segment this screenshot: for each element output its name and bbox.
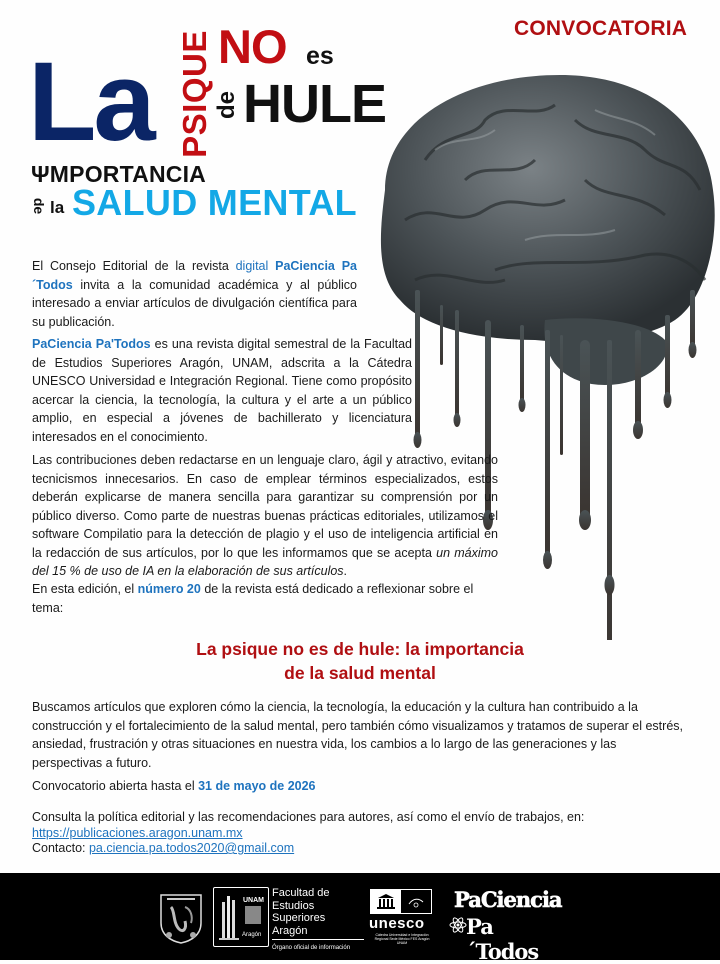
intro-text-digital: digital — [235, 259, 276, 273]
deadline-text: Convocatorio abierta hasta el — [32, 779, 199, 793]
convocatoria-heading: CONVOCATORIA — [514, 17, 688, 40]
guidelines-text: Las contribuciones deben redactarse en un lenguaje claro, ágil y atractivo, evitando tecnicismos innecesarios. En caso de emplear términos especializados, estos deberán explicarse de manera sencilla para garantizar su comprensión por un público diverso. Como parte de nuestras buenas prácticas editoriales, utilizamos el software Compilatio para la detección de plagio y el uso de inteligencia artificial en la redacción de sus artículos, por lo que les informamos que se acepta — [32, 453, 498, 560]
title-no: NO — [218, 20, 287, 73]
guidelines-paragraph — [32, 451, 498, 581]
title-psique-text: PSIQUE — [176, 30, 213, 158]
about-magazine-name: PaCiencia Pa'Todos — [32, 337, 151, 351]
atom-icon — [448, 915, 468, 935]
theme-line-1: La psique no es de hule: la importancia — [196, 639, 524, 659]
guidelines-end: . — [343, 564, 348, 578]
title-la-2: la — [50, 198, 65, 217]
title-la: La — [28, 39, 153, 164]
fes-aragon-building-icon — [214, 888, 267, 945]
fes-box-aragon: Aragón — [242, 932, 262, 938]
fes-subtitle: Órgano oficial de información — [272, 939, 364, 955]
fes-line-2: Estudios — [272, 899, 315, 912]
title-psique — [176, 28, 213, 160]
title-de — [213, 82, 241, 128]
paciencia-logo-line-2: Pa´Todos — [466, 914, 539, 964]
theme-title — [150, 637, 570, 685]
unesco-wordmark: unesco — [369, 915, 425, 932]
unesco-temple-icon — [371, 890, 431, 913]
edition-number: número 20 — [137, 582, 201, 596]
website-link[interactable]: https://publicaciones.aragon.unam.mx — [32, 825, 243, 840]
title-salud-mental: SALUD MENTAL — [72, 182, 357, 223]
fes-line-4: Aragón — [272, 924, 308, 937]
intro-paragraph — [32, 257, 357, 331]
edition-text-a: En esta edición, el — [32, 582, 138, 596]
title-de-2-text: de — [31, 197, 47, 215]
fes-box-unam: UNAM — [243, 897, 264, 904]
title-de-2 — [31, 193, 47, 219]
about-paragraph — [32, 335, 412, 446]
title-importancia: ΨMPORTANCIA — [31, 161, 206, 187]
deadline-paragraph — [32, 777, 632, 796]
topics-paragraph: Buscamos artículos que exploren cómo la ciencia, la tecnología, la educación y la cultura han contribuido a la construcción y el fortalecimiento de la salud mental, pero también cómo visualizamos y tratamos de superar el estrés, ansiedad, frustración y otras situaciones en nuestra vida, los cambios a lo largo de las generaciones y las perspectivas a futuro. — [32, 700, 683, 770]
fes-aragon-logo — [213, 887, 269, 947]
email-link[interactable]: pa.ciencia.pa.todos2020@gmail.com — [88, 841, 295, 855]
contact-intro: Consulta la política editorial y las recomendaciones para autores, así como el envío de trabajos, en: — [32, 810, 585, 824]
unesco-chair-text: Cátedra Universidad e Integración Regional Sede México FES Aragón UNAM — [374, 933, 430, 945]
guidelines-ia-limit: un máximo del 15 % de uso de IA en la elaboración de sus artículos — [32, 545, 498, 578]
intro-magazine-name: PaCiencia Pa´Todos — [32, 259, 357, 292]
fes-aragon-name — [272, 887, 364, 955]
title-hule: HULE — [243, 74, 386, 134]
deadline-date: 31 de mayo de 2026 — [198, 779, 316, 793]
fes-line-1: Facultad de — [272, 887, 330, 899]
about-text: es una revista digital semestral de la Facultad de Estudios Superiores Aragón, UNAM, adscrita a la Cátedra UNESCO Universidad e Integración Regional. Tiene como propósito acercar la ciencia, la tecnología, la cultura y el arte a un público amplio, en especial a jóvenes de bachillerato y licenciatura interesados en el conocimiento. — [32, 337, 413, 444]
brain-body — [381, 75, 715, 342]
unam-seal-logo — [157, 889, 205, 945]
contact-label: Contacto: — [32, 841, 89, 855]
fes-line-3: Superiores — [272, 912, 326, 924]
title-es: es — [306, 42, 334, 70]
paciencia-logo-line-1: PaCiencia — [454, 887, 562, 912]
unesco-emblem — [370, 889, 432, 914]
footer-logos-bar — [0, 873, 720, 964]
theme-line-2: de la salud mental — [284, 663, 436, 683]
edition-paragraph — [32, 580, 502, 617]
title-de-text: de — [213, 90, 240, 120]
contact-paragraph — [32, 810, 672, 857]
intro-text-a: El Consejo Editorial de la revista — [32, 259, 236, 273]
edition-text-c: de la revista está dedicado a reflexionar sobre el tema: — [32, 582, 474, 615]
paciencia-patodos-logo — [452, 887, 562, 964]
intro-text-d: invita a la comunidad académica y al público interesado a enviar artículos de divulgación científica para su publicación. — [32, 277, 357, 329]
